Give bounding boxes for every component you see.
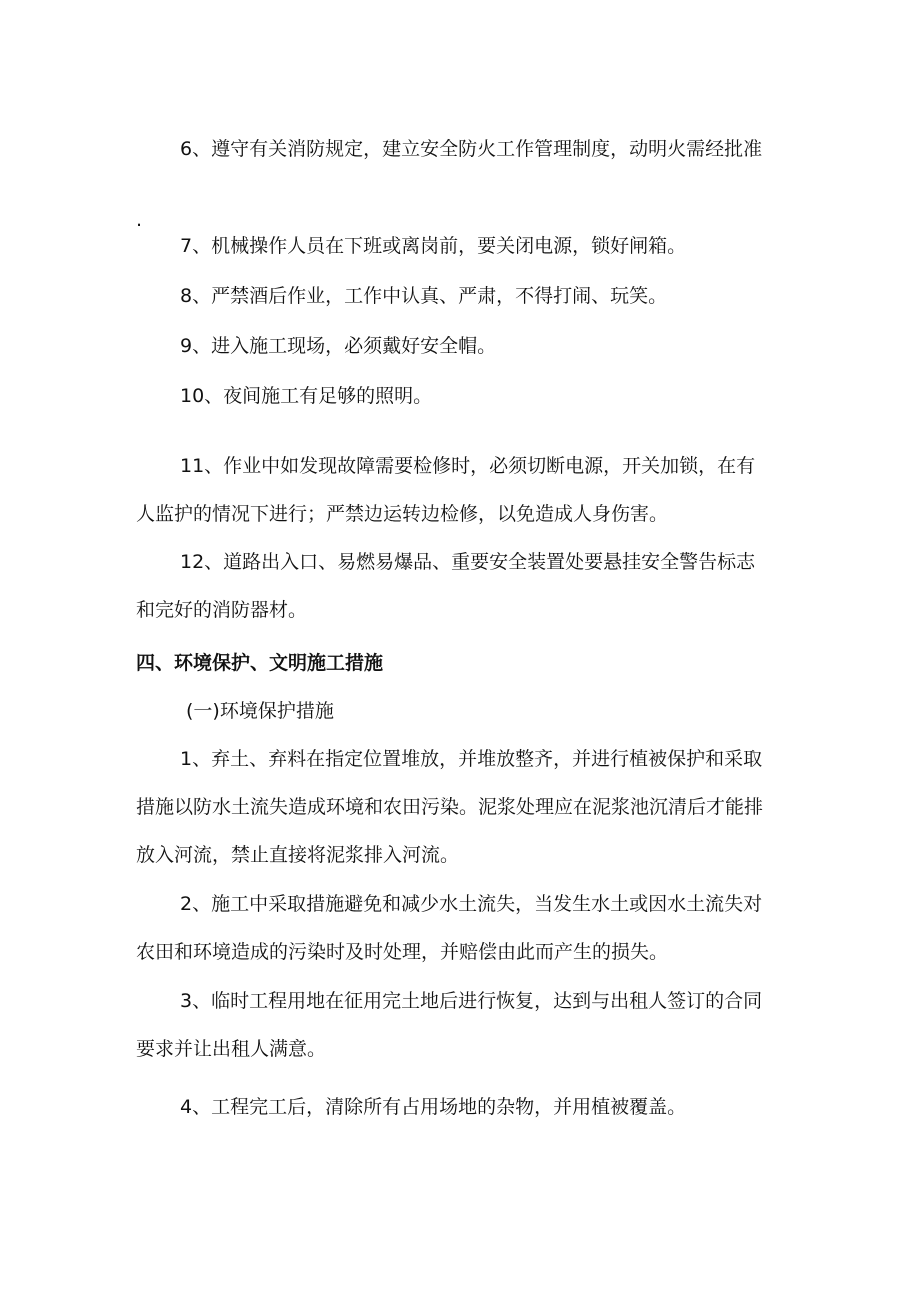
item-12-line-2: 和完好的消防器材。 <box>136 599 308 621</box>
env-item-2-line-1: 2、施工中采取措施避免和减少水土流失，当发生水土或因水土流失对 <box>180 893 763 915</box>
item-11-line-1: 11、作业中如发现故障需要检修时，必须切断电源，开关加锁，在有 <box>180 455 756 477</box>
env-item-1-line-2: 措施以防水土流失造成环境和农田污染。泥浆处理应在泥浆池沉清后才能排 <box>136 796 764 818</box>
env-item-1-line-3: 放入河流，禁止直接将泥浆排入河流。 <box>136 844 460 866</box>
item-10: 10、夜间施工有足够的照明。 <box>180 385 433 407</box>
item-9: 9、进入施工现场，必须戴好安全帽。 <box>180 335 497 357</box>
item-7: 7、机械操作人员在下班或离岗前，要关闭电源，锁好闸箱。 <box>180 235 687 257</box>
item-12-line-1: 12、道路出入口、易燃易爆品、重要安全装置处要悬挂安全警告标志 <box>180 551 756 573</box>
env-item-3-line-2: 要求并让出租人满意。 <box>136 1038 327 1060</box>
item-6-line-1: 6、遵守有关消防规定，建立安全防火工作管理制度，动明火需经批准 <box>180 138 763 160</box>
item-11-line-2: 人监护的情况下进行；严禁边运转边检修，以免造成人身伤害。 <box>136 503 669 525</box>
subsection-heading: (一)环境保护措施 <box>186 700 334 722</box>
env-item-1-line-1: 1、弃土、弃料在指定位置堆放，并堆放整齐，并进行植被保护和采取 <box>180 748 763 770</box>
section-heading: 四、环境保护、文明施工措施 <box>136 652 384 674</box>
env-item-4: 4、工程完工后，清除所有占用场地的杂物，并用植被覆盖。 <box>180 1096 687 1118</box>
item-8: 8、严禁酒后作业，工作中认真、严肃，不得打闹、玩笑。 <box>180 285 668 307</box>
env-item-2-line-2: 农田和环境造成的污染时及时处理，并赔偿由此而产生的损失。 <box>136 941 669 963</box>
item-6-line-2: . <box>136 209 143 231</box>
env-item-3-line-1: 3、临时工程用地在征用完土地后进行恢复，达到与出租人签订的合同 <box>180 990 763 1012</box>
